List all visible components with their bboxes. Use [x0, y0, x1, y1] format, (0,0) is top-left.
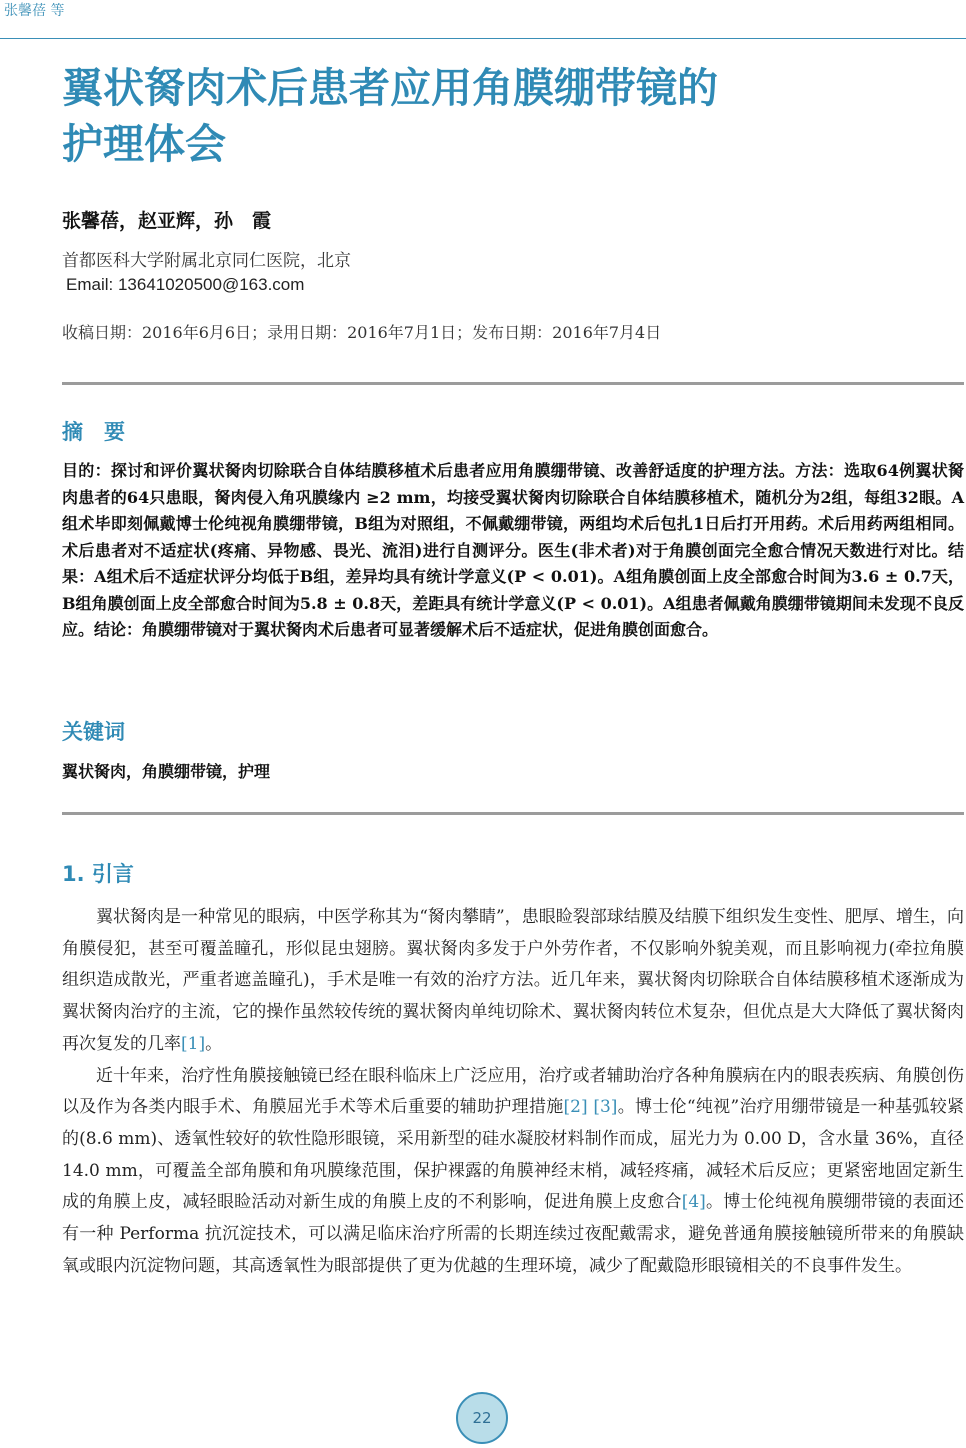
- abstract-text: 目的：探讨和评价翼状胬肉切除联合自体结膜移植术后患者应用角膜绷带镜、改善舒适度的护理方法。方法：选取64例翼状胬肉患者的64只患眼，胬肉侵入角巩膜缘内 ≥2 mm，均接受翼状胬肉切除联合自体结膜移植术，随机分为2组，每组32眼。A组术毕即刻佩戴博士伦纯视角膜绷带镜，B组为对照组，不佩戴绷带镜，两组均术后包扎1日后打开用药。术后用药两组相同。术后患者对不适症状(疼痛、异物感、畏光、流泪)进行自测评分。医生(非术者)对于角膜创面完全愈合情况天数进行对比。结果：A组术后不适症状评分均低于B组，差异均具有统计学意义(P < 0.01)。A组角膜创面上皮全部愈合时间为3.6 ± 0.7天，B组角膜创面上皮全部愈合时间为5.8 ± 0.8天，差距具有统计学意义(P < 0.01)。A组患者佩戴角膜绷带镜期间未发现不良反应。结论：角膜绷带镜对于翼状胬肉术后患者可显著缓解术后不适症状，促进角膜创面愈合。: [62, 461, 964, 639]
- email: Email: 13641020500@163.com: [66, 275, 305, 294]
- citation-2-3[interactable]: [2] [3]: [563, 1097, 618, 1118]
- citation-1[interactable]: [1]: [181, 1033, 206, 1054]
- running-head: 张馨蓓 等: [4, 3, 65, 19]
- intro-p1-text: 翼状胬肉是一种常见的眼病，中医学称其为“胬肉攀睛”，患眼睑裂部球结膜及结膜下组织发生变性、肥厚、增生，向角膜侵犯，甚至可覆盖瞳孔，形似昆虫翅膀。翼状胬肉多发于户外劳作者，不仅影响外貌美观，而且影响视力(牵拉角膜组织造成散光，严重者遮盖瞳孔)，手术是唯一有效的治疗方法。近几年来，翼状胬肉切除联合自体结膜移植术逐渐成为翼状胬肉治疗的主流，它的操作虽然较传统的翼状胬肉单纯切除术、翼状胬肉转位术复杂，但优点是大大降低了翼状胬肉再次复发的几率: [62, 907, 964, 1054]
- keywords-heading: 关键词: [62, 720, 125, 744]
- affiliation: 首都医科大学附属北京同仁医院，北京: [62, 251, 351, 271]
- title-line-2: 护理体会: [62, 120, 226, 168]
- page-number-badge: 22: [456, 1392, 508, 1444]
- intro-p1-end: 。: [205, 1033, 223, 1054]
- intro-paragraph-2: [62, 1061, 964, 1283]
- intro-p2-text-a: 近十年来，治疗性角膜接触镜已经在眼科临床上广泛应用，治疗或者辅助治疗各种角膜病在内的眼表疾病、角膜创伤以及作为各类内眼手术、角膜屈光手术等术后重要的辅助护理措施: [62, 1065, 964, 1118]
- abstract-heading: 摘 要: [62, 420, 125, 444]
- header-rule: [0, 38, 966, 39]
- intro-body: [62, 902, 964, 1282]
- title-line-1: 翼状胬肉术后患者应用角膜绷带镜的: [62, 64, 718, 112]
- intro-heading: 1. 引言: [62, 862, 134, 886]
- article-title: [62, 60, 922, 172]
- abstract-body: [62, 458, 964, 644]
- intro-p2-text-c: 。博士伦纯视角膜绷带镜的表面还有一种 Performa 抗沉淀技术，可以满足临床治疗所需的长期连续过夜配戴需求，避免普通角膜接触镜所带来的角膜缺氧或眼内沉淀物问题，其高透氧性为眼部提供了更为优越的生理环境，减少了配戴隐形眼镜相关的不良事件发生。: [62, 1192, 965, 1276]
- intro-p2-text-b: 。博士伦“纯视”治疗用绷带镜是一种基弧较紧的(8.6 mm)、透氧性较好的软性隐形眼镜，采用新型的硅水凝胶材料制作而成，屈光力为 0.00 D，含水量 36%，直径 14.0 mm，可覆盖全部角膜和角巩膜缘范围，保护裸露的角膜神经末梢，减轻疼痛，减轻术后反应；更紧密地固定新生成的角膜上皮，减轻眼睑活动对新生成的角膜上皮的不利影响，促进角膜上皮愈合: [62, 1097, 964, 1213]
- citation-4[interactable]: [4]: [681, 1192, 706, 1213]
- intro-paragraph-1: [62, 902, 964, 1061]
- authors: 张馨蓓，赵亚辉，孙 霞: [62, 210, 272, 232]
- publication-dates: 收稿日期：2016年6月6日；录用日期：2016年7月1日；发布日期：2016年7月4日: [62, 323, 662, 342]
- keywords-text: 翼状胬肉，角膜绷带镜，护理: [62, 762, 271, 781]
- section-divider-top: [62, 382, 964, 385]
- section-divider-bottom: [62, 812, 964, 815]
